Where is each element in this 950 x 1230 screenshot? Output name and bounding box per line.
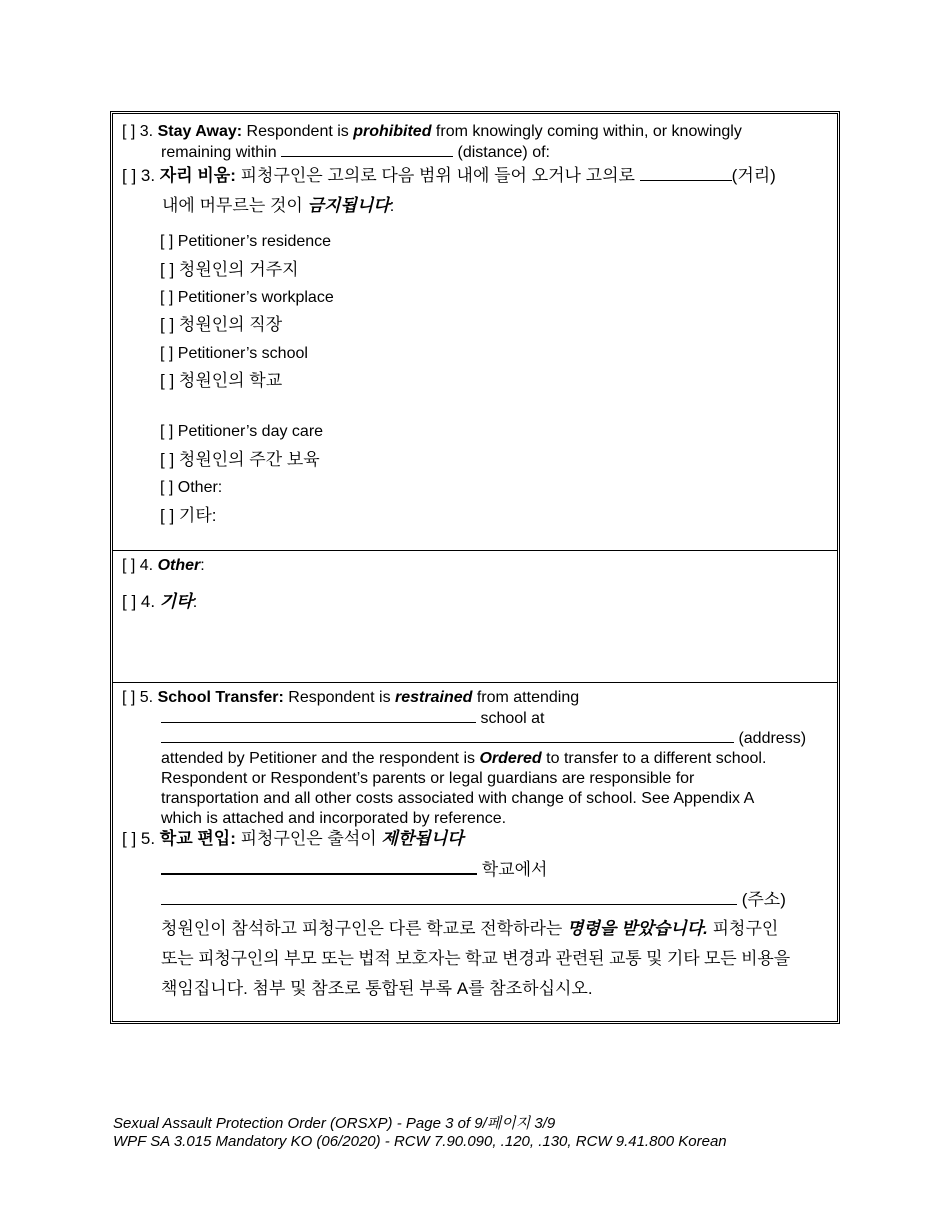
s3-en-line2 xyxy=(161,142,550,162)
s5-school-blank[interactable] xyxy=(161,708,476,723)
option-other[interactable]: [ ] Other: xyxy=(160,479,223,496)
s3-ko-line1 xyxy=(122,166,776,185)
s5-ko-p1-emph: 명령을 받았습니다. xyxy=(567,919,708,938)
s3-en-line2-a: remaining within xyxy=(161,144,282,161)
s5-ko-para-line1 xyxy=(161,919,778,938)
option-petitioner-residence-ko[interactable]: [ ] 청원인의 거주지 xyxy=(160,260,299,279)
s5-en-emph: restrained xyxy=(395,689,473,706)
s4-ko-colon: : xyxy=(192,592,198,611)
s5-ko-text1: 피청구인은 출석이 xyxy=(235,829,382,848)
option-petitioner-day-care-ko[interactable]: [ ] 청원인의 주간 보육 xyxy=(160,450,320,469)
s4-en-checkbox[interactable]: [ ] 4. xyxy=(122,557,158,574)
option-other-ko[interactable]: [ ] 기타: xyxy=(160,506,217,525)
s4-en-line xyxy=(122,556,205,575)
footer-form-id: WPF SA 3.015 Mandatory KO (06/2020) - RCW 7.90.090, .120, .130, RCW 9.41.800 Korean xyxy=(113,1133,727,1150)
s3-ko-checkbox[interactable]: [ ] 3. xyxy=(122,166,160,185)
s3-ko-line2-end: : xyxy=(389,196,395,215)
s3-en-emph: prohibited xyxy=(353,123,432,140)
footer-page-info: Sexual Assault Protection Order (ORSXP) - Page 3 of 9/페이지 3/9 xyxy=(113,1115,556,1132)
s5-en-p1-a: attended by Petitioner and the respondent is xyxy=(161,750,480,767)
s3-ko-distance-blank[interactable] xyxy=(640,166,732,181)
s5-en-para-line3: transportation and all other costs associated with change of school. See Appendix A xyxy=(161,790,755,807)
s5-en-para-line4: which is attached and incorporated by reference. xyxy=(161,810,507,827)
s4-ko-line xyxy=(122,592,197,611)
s5-ko-emph: 제한됩니다 xyxy=(381,829,464,848)
s4-en-colon: : xyxy=(200,557,205,574)
s5-en-line3 xyxy=(161,728,806,748)
s5-en-p1-b: to transfer to a different school. xyxy=(541,750,767,767)
s4-en-title: Other xyxy=(157,557,201,574)
s5-ko-line3 xyxy=(161,890,786,909)
s5-en-para-line1 xyxy=(161,749,766,768)
s5-ko-address: (주소) xyxy=(737,890,786,909)
s5-ko-school-at: 학교에서 xyxy=(477,860,548,879)
s5-ko-p1-b: 피청구인 xyxy=(707,919,779,938)
s5-en-title: School Transfer: xyxy=(157,689,284,706)
s5-ko-line1 xyxy=(122,829,464,848)
s5-en-para-line2: Respondent or Respondent’s parents or legal guardians are responsible for xyxy=(161,770,695,787)
s5-en-p1-emph: Ordered xyxy=(479,750,542,767)
s5-ko-school-blank[interactable] xyxy=(161,859,477,875)
s3-en-text1: Respondent is xyxy=(242,123,354,140)
s3-ko-emph: 금지됩니다 xyxy=(307,196,390,215)
s3-en-title: Stay Away: xyxy=(157,123,243,140)
s3-ko-line2 xyxy=(162,196,394,215)
s3-en-checkbox[interactable]: [ ] 3. xyxy=(122,123,158,140)
option-petitioner-workplace-ko[interactable]: [ ] 청원인의 직장 xyxy=(160,315,283,334)
s5-en-school-at: school at xyxy=(476,710,545,727)
s3-en-line1 xyxy=(122,122,742,141)
option-petitioner-workplace[interactable]: [ ] Petitioner’s workplace xyxy=(160,289,334,306)
option-petitioner-school-ko[interactable]: [ ] 청원인의 학교 xyxy=(160,371,283,390)
s5-ko-para-line2: 또는 피청구인의 부모 또는 법적 보호자는 학교 변경과 관련된 교통 및 기타 모든 비용을 xyxy=(161,949,790,968)
s5-en-text1: Respondent is xyxy=(283,689,396,706)
s3-ko-text1: 피청구인은 고의로 다음 범위 내에 들어 오거나 고의로 xyxy=(235,166,640,185)
section-4-other xyxy=(113,551,837,682)
s5-ko-line2 xyxy=(161,859,547,879)
s5-ko-checkbox[interactable]: [ ] 5. xyxy=(122,829,160,848)
s5-ko-p1-a: 청원인이 참석하고 피청구인은 다른 학교로 전학하라는 xyxy=(161,919,568,938)
s5-address-blank[interactable] xyxy=(161,728,734,743)
s5-en-line2 xyxy=(161,708,544,728)
s3-ko-text1-end: (거리) xyxy=(731,166,776,185)
option-petitioner-day-care[interactable]: [ ] Petitioner’s day care xyxy=(160,423,324,440)
s3-en-text2: from knowingly coming within, or knowingly xyxy=(431,123,742,140)
s5-en-line1 xyxy=(122,688,579,707)
s5-en-address: (address) xyxy=(734,730,807,747)
section-5-school-transfer xyxy=(113,683,837,1018)
order-form-frame xyxy=(110,111,840,1024)
s5-ko-para-line3: 책임집니다. 첨부 및 참조로 통합된 부록 A를 참조하십시오. xyxy=(161,979,593,998)
option-petitioner-school[interactable]: [ ] Petitioner’s school xyxy=(160,345,308,362)
s5-ko-address-blank[interactable] xyxy=(161,890,737,905)
section-3-stay-away xyxy=(113,114,837,550)
s5-en-text2: from attending xyxy=(472,689,580,706)
s3-ko-line2-a: 내에 머무르는 것이 xyxy=(162,196,308,215)
s3-distance-blank[interactable] xyxy=(281,142,453,157)
s4-ko-title: 기타 xyxy=(159,592,193,611)
s5-ko-title: 학교 편입: xyxy=(159,829,236,848)
s3-en-line2-b: (distance) of: xyxy=(453,144,550,161)
s3-ko-title: 자리 비움: xyxy=(159,166,236,185)
option-petitioner-residence[interactable]: [ ] Petitioner’s residence xyxy=(160,233,332,250)
s4-ko-checkbox[interactable]: [ ] 4. xyxy=(122,592,160,611)
s5-en-checkbox[interactable]: [ ] 5. xyxy=(122,689,158,706)
